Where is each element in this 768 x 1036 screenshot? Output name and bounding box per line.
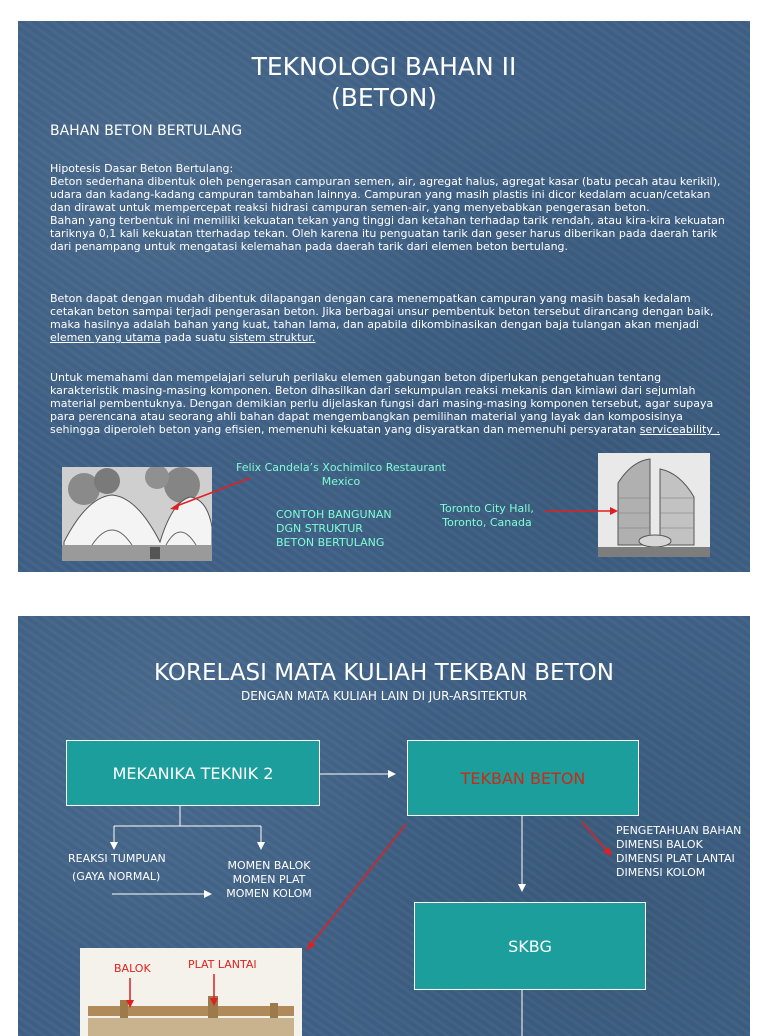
caption-contoh-bangunan [276,508,416,550]
slide1-subtitle: BAHAN BETON BERTULANG [50,123,243,139]
text-reaksi-tumpuan [68,852,166,884]
label-plat-lantai: PLAT LANTAI [188,958,257,971]
title-line-1: TEKNOLOGI BAHAN II [251,52,517,81]
momen-line3: MOMEN KOLOM [226,887,312,900]
arrowhead-xochimilco [170,502,180,510]
construction-label-arrows [80,948,302,1036]
title-line-2: (BETON) [330,83,438,112]
paragraph-3-mid: pada suatu [160,331,230,344]
paragraph-2: Bahan yang terbentuk ini memiliki kekuatan tekan yang tinggi dan ketahan terhadap tarik rendah, atau kira-kira kekuatan tariknya 0,1 kali kekuatan tterhadap tekan. Oleh karena itu penguatan tarik dan geser harus diberikan pada daerah tarik dari penampang untuk mengatasi kelemahan pada daerah tarik dari elemen beton bertulang. [50,214,725,253]
slide2-title: KORELASI MATA KULIAH TEKBAN BETON [154,660,614,686]
caption-contoh-line1: CONTOH BANGUNAN [276,508,392,521]
caption-felix-line2: Mexico [321,475,361,488]
caption-contoh-line3: BETON BERTULANG [276,536,385,549]
pengetahuan-line4: DIMENSI KOLOM [616,866,706,879]
slide1-arrows [18,21,750,572]
paragraph-1: Beton sederhana dibentuk oleh pengerasan campuran semen, air, agregat halus, agregat kasar (batu pecah atau kerikil), udara dan kadang-kadang campuran tambahan lainnya. Campuran yang masih plastis ini dicor kedalam acuan/cetakan dan dirawat untuk mempercepat reaksi hidrasi campuran semen-air, yang menyebabkan pengerasan beton. [50,175,721,214]
reaksi-line2: (GAYA NORMAL) [72,870,161,883]
reaksi-line1: REAKSI TUMPUAN [68,852,166,865]
momen-line1: MOMEN BALOK [227,859,311,872]
caption-toronto-line2: Toronto, Canada [442,516,532,529]
box-tekban-label: TEKBAN BETON [460,768,586,788]
slide2-subtitle: DENGAN MATA KULIAH LAIN DI JUR-ARSITEKTUR [240,689,528,703]
arrow-tekban-to-photo [310,824,406,946]
caption-toronto [426,502,548,530]
caption-felix-line1: Felix Candela’s Xochimilco Restaurant [236,461,446,474]
box-skbg-label: SKBG [508,936,552,956]
slide-korelasi [18,616,750,1036]
link-sistem-struktur[interactable]: sistem struktur. [229,331,316,344]
caption-toronto-line1: Toronto City Hall, [440,502,534,515]
text-momen [214,859,324,901]
slide-teknologi-bahan [18,21,750,572]
pengetahuan-line1: PENGETAHUAN BAHAN [616,824,742,837]
caption-xochimilco [236,461,446,489]
link-serviceability[interactable]: serviceability . [639,423,720,436]
caption-contoh-line2: DGN STRUKTUR [276,522,363,535]
paragraph-4-text: Untuk memahami dan mempelajari seluruh perilaku elemen gabungan beton diperlukan pengetahuan tentang karakteristik masing-masing komponen. Beton dihasilkan dari sekumpulan reaksi mekanis dan kimiawi dari sejumlah material pembentuknya. Dengan demikian perlu dijelaskan fungsi dari masing-masing komponen tersebut, agar supaya para perencana atau seorang ahli bahan dapat mengembangkan pemilihan material yang layak dan komposisinya sehingga diperoleh beton yang efisien, memenuhi kekuatan yang disyaratkan dan memenuhi persyaratan [50,371,714,436]
box-mekanika-label: MEKANIKA TEKNIK 2 [112,763,274,783]
momen-line2: MOMEN PLAT [232,873,306,886]
label-balok: BALOK [114,962,151,975]
paragraph-3-text: Beton dapat dengan mudah dibentuk dilapangan dengan cara menempatkan campuran yang masih basah kedalam cetakan beton sampai terjadi pengerasan beton. Jika berbagai unsur pembentuk beton tersebut dirancang dengan baik, maka hasilnya adalah bahan yang kuat, tahan lama, dan apabila dikombinasikan dengan baja tulangan akan menjadi [50,292,714,331]
arrow-to-pengetahuan [582,822,608,852]
hipotesis-heading: Hipotesis Dasar Beton Bertulang: [50,162,234,175]
link-elemen-utama[interactable]: elemen yang utama [50,331,161,344]
construction-photo [80,948,302,1036]
pengetahuan-line3: DIMENSI PLAT LANTAI [616,852,735,865]
arrowhead-toronto [610,507,618,515]
pengetahuan-line2: DIMENSI BALOK [616,838,703,851]
text-pengetahuan [616,824,748,880]
